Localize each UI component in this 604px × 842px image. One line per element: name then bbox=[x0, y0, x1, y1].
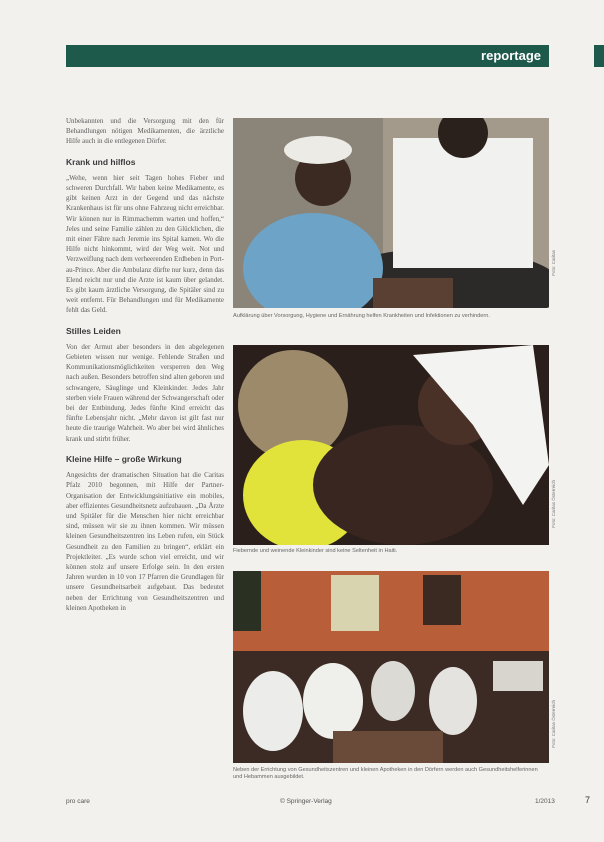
section-heading-stilles: Stilles Leiden bbox=[66, 325, 121, 336]
footer-issue: 1/2013 bbox=[535, 798, 555, 805]
section-body-krank: „Wehe, wenn hier seit Tagen hohes Fieber und schweren Durchfall. Wir haben keine Medikamente, es gibt keinen Arzt in der Gegend und das nächste Krankenhaus ist für uns ohne Fahrzeug nicht erreichbar. Wir können nur in Rimmachemm warten und hoffen,“ Jeles und seine Familie zählen zu den Glücklichen, die mit einer Fähre nach Jeremie ins Spital kamen. Wo die Hilfe nicht hinkommt, wird der Weg weit. Not und Verzweiflung nach dem verheerenden Erdbeben in Port-au-Prince. Aber die Ambulanz dürfte nur kurz, denn das Elend reicht nur und die Arzte ist kaum über gelandet. Es gibt kaum ärztliche Versorgung, die Spitäler sind zu weit entfernt. Für Behandlungen und für Medikamente fehlt das Geld. bbox=[66, 173, 224, 315]
photo-caption-2: Fiebernde und weinende Kleinkinder sind keine Seltenheit in Haiti. bbox=[233, 548, 398, 554]
section-heading-krank: Krank und hilflos bbox=[66, 156, 136, 167]
photo-caption-3: Neben der Errichtung von Gesundheitszentren und kleinen Apotheken in den Dörfern werden auch Gesundheitshelferinnen und Hebammen ausgebildet. bbox=[233, 767, 538, 780]
section-label: reportage bbox=[481, 48, 541, 63]
photo-credit-1: Foto: Caritas bbox=[551, 250, 556, 276]
article-text-column bbox=[66, 116, 224, 618]
photo-child bbox=[233, 345, 549, 545]
section-heading-kleine-hilfe: Kleine Hilfe – große Wirkung bbox=[66, 453, 182, 464]
photo-credit-3: Foto: Caritas Österreich bbox=[551, 700, 556, 748]
page-number: 7 bbox=[585, 795, 591, 805]
footer-publisher: © Springer-Verlag bbox=[280, 798, 332, 805]
footer-journal-name: pro care bbox=[66, 798, 90, 805]
photo-credit-2: Foto: Caritas Österreich bbox=[551, 480, 556, 528]
section-header-bar bbox=[66, 45, 549, 67]
photo-caption-1: Aufklärung über Vorsorgung, Hygiene und Ernährung helfen Krankheiten und Infektionen zu verhindern. bbox=[233, 313, 490, 319]
photo-health-workers bbox=[233, 118, 549, 308]
section-body-stilles: Von der Armut aber besonders in den abgelegenen Gebieten wissen nur wenige. Fehlende Straßen und Kommunikationsmöglichkeiten versperren den Weg nach außen. Besonders betroffen sind alten geboren und schwangere, Säuglinge und Kleinkinder. Jedes Jahr sterben viele Frauen während der Schwangerschaft oder bei der Entbindung. Jedes fünfte Kind erreicht das fünfte Lebensjahr nicht. „Mehr davon ist gilt fast nur heute die traurige Wahrheit. Wo aber bei wird ähnliches krank und stirbt früher. bbox=[66, 342, 224, 443]
article-intro: Unbekannten und die Versorgung mit den für Behandlungen nötigen Medikamenten, die ärztliche Hilfe auch in die entlegenen Dörfer. bbox=[66, 117, 224, 146]
edge-tab bbox=[594, 45, 604, 67]
photo-training-class bbox=[233, 571, 549, 763]
section-body-kleine-hilfe: Angesichts der dramatischen Situation hat die Caritas Pfalz 2010 begonnen, mit Hilfe der Partner-Organisation der Entwicklungsinitiative ein mobiles, aber effizientes Gesundheitsnetz aufzubauen. „Da Ärzte und Spitäler für die Menschen hier nicht erreichbar sind, müssen wir sie zu ihnen kommen. Wir müssen kleinen Gesundheitszentren ins Leben rufen, ein Stück Gesundheit zu den Familien zu bringen“, erklärt ein Projektleiter. „Es wurde schon viel erreicht, und wir können stolz auf unsere Erfolge sein. In den ersten Jahren wurden in 10 von 17 Pfarren die Grundlagen für unsere Gesundheitsarbeit aufgebaut. Das bedeutet neben der Errichtung von Gesundheitszentren und kleinen Apotheken in bbox=[66, 471, 224, 612]
